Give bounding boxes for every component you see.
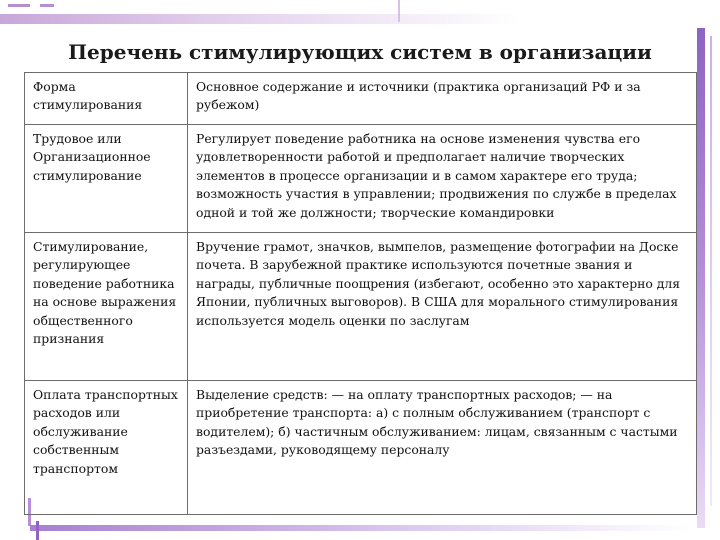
right-decoration-line (710, 36, 712, 506)
right-decoration-bar (697, 28, 705, 528)
bottom-decoration (0, 521, 720, 540)
top-decoration (0, 0, 720, 26)
top-gradient-bar (0, 14, 520, 24)
table-row (25, 381, 697, 515)
page-title: Перечень стимулирующих систем в организации (68, 40, 652, 64)
header-cell-content: Основное содержание и источники (практика организаций РФ и за рубежом) (188, 73, 697, 125)
table-row (25, 233, 697, 381)
form-cell: Трудовое или Организационное стимулирование (25, 125, 188, 233)
bottom-gradient-bar (30, 525, 690, 531)
table-row (25, 125, 697, 233)
form-cell: Оплата транспортных расходов или обслуживание собственным транспортом (25, 381, 188, 515)
top-tick (398, 0, 400, 22)
stimulation-systems-table (24, 72, 697, 515)
form-cell: Стимулирование, регулирующее поведение работника на основе выражения общественного признания (25, 233, 188, 381)
content-cell: Выделение средств: — на оплату транспортных расходов; — на приобретение транспорта: а) с полным обслуживанием (транспорт с водителем); б) частичным обслуживанием: лицам, связанным с частыми разъездами, руководящему персоналу (188, 381, 697, 515)
content-cell: Регулирует поведение работника на основе изменения чувства его удовлетворенности работой и предполагает наличие творческих элементов в процессе организации и в самом характере его труда; возможность участия в управлении; продвижения по службе в пределах одной и той же должности; творческие командировки (188, 125, 697, 233)
bottom-tick (36, 521, 39, 540)
top-dash (40, 4, 54, 7)
top-dash (8, 4, 30, 7)
header-cell-form: Форма стимулирования (25, 73, 188, 125)
table-header-row (25, 73, 697, 125)
content-cell: Вручение грамот, значков, вымпелов, размещение фотографии на Доске почета. В зарубежной практике используются почетные звания и награды, публичные поощрения (избегают, особенно это характерно для Японии, публичных выговоров). В США для морального стимулирования используется модель оценки по заслугам (188, 233, 697, 381)
